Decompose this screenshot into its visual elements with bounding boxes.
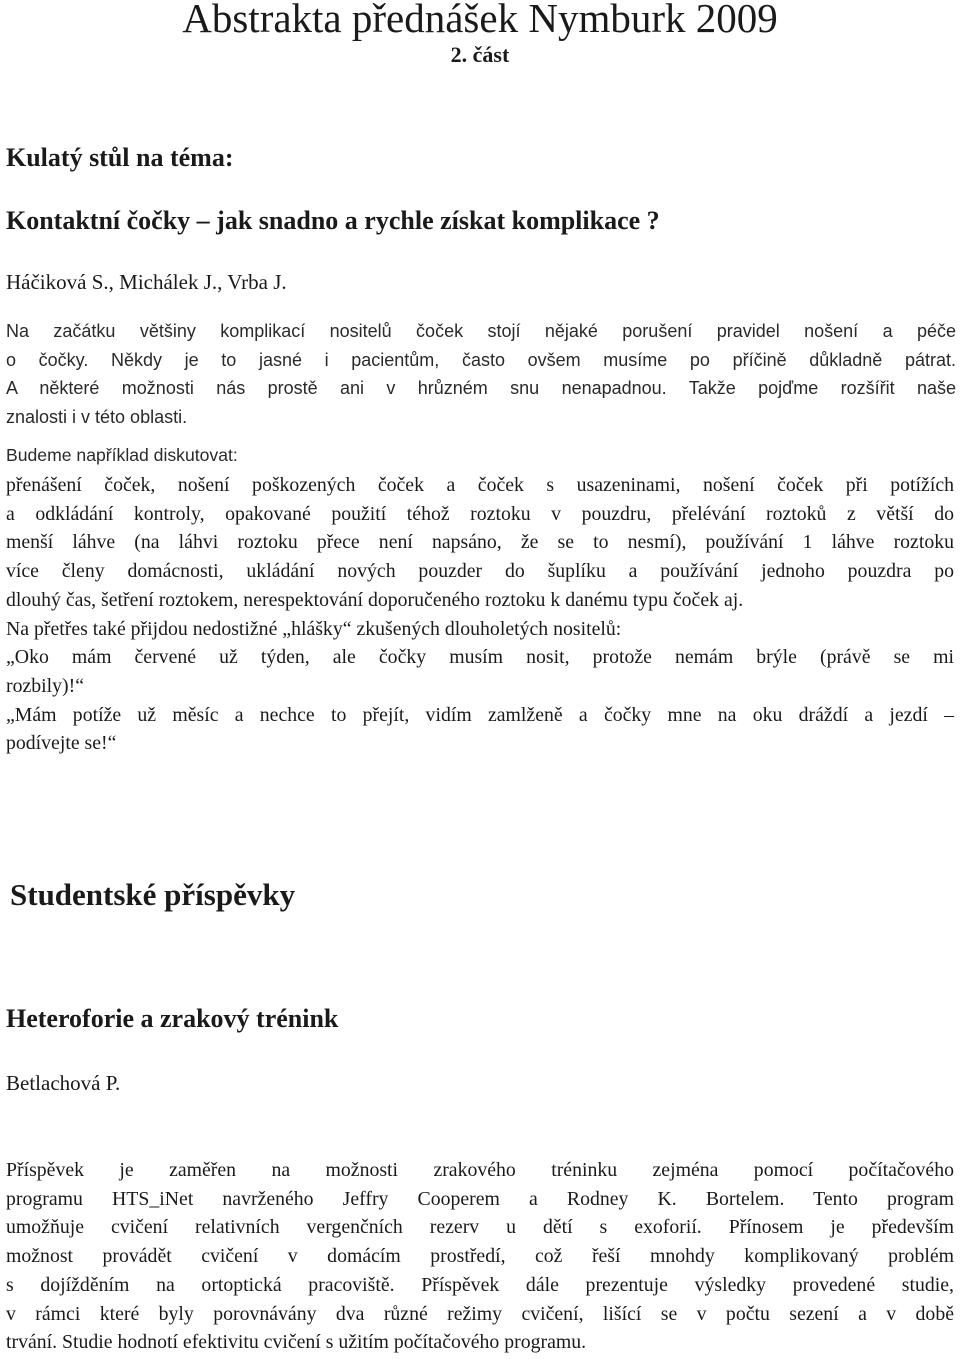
abstract-line: možnost provádět cvičení v domácím prostředí, což řeší mnohdy komplikovaný problém [6, 1245, 954, 1268]
abstract-line: programu HTS_iNet navrženého Jeffry Cooperem a Rodney K. Bortelem. Tento program [6, 1187, 954, 1210]
discuss-paragraph [6, 471, 954, 758]
abstract-line: v rámci které byly porovnávány dva různé režimy cvičení, lišící se v počtu sezení a v době [6, 1302, 954, 1325]
quote-line: rozbily)!“ [6, 674, 84, 697]
students-section-title: Studentské příspěvky [10, 877, 296, 912]
article-title: Heteroforie a zrakový trénink [6, 1004, 339, 1033]
intro-line: Na začátku většiny komplikací nositelů čoček stojí nějaké porušení pravidel nošení a péče [6, 321, 956, 341]
roundtable-intro-paragraph [6, 317, 956, 431]
article-author: Betlachová P. [6, 1071, 121, 1095]
abstract-line: s dojížděním na ortoptická pracoviště. Příspěvek dále prezentuje výsledky provedené studie, [6, 1273, 954, 1296]
discuss-line: menší láhve (na láhvi roztoku přece není napsáno, že se to nesmí), používání 1 láhve roztoku [6, 531, 954, 554]
abstract-line: trvání. Studie hodnotí efektivitu cvičení s užitím počítačového programu. [6, 1331, 587, 1354]
intro-line: A některé možnosti nás prostě ani v hrůzném snu nenapadnou. Takže pojďme rozšířit naše [6, 378, 956, 398]
quote-line: „Mám potíže už měsíc a nechce to přejít, vidím zamlženě a čočky mne na oku dráždí a jezdí – [6, 703, 954, 726]
discuss-intro: Budeme například diskutovat: [6, 445, 238, 465]
intro-line: znalosti i v této oblasti. [6, 406, 188, 427]
intro-line: o čočky. Někdy je to jasné i pacientům, často ovšem musíme po příčině důkladně pátrat. [6, 349, 956, 370]
abstract-line: Příspěvek je zaměřen na možnosti zrakového tréninku zejména pomocí počítačového [6, 1159, 954, 1181]
quote-intro-line: Na přetřes také přijdou nedostižné „hlášky“ zkušených dlouholetých nositelů: [6, 617, 622, 640]
roundtable-authors: Háčiková S., Michálek J., Vrba J. [6, 270, 287, 294]
quote-line: podívejte se!“ [6, 732, 117, 755]
article-abstract [6, 1156, 954, 1357]
discuss-line: více členy domácnosti, ukládání nových pouzder do šuplíku a používání jednoho pouzdra po [6, 560, 954, 583]
discuss-line: a odkládání kontroly, opakované použití téhož roztoku v pouzdru, přelévání roztoků z větší do [6, 502, 954, 525]
discuss-line: dlouhý čas, šetření roztokem, nerespektování doporučeného roztoku k danému typu čoček aj. [6, 588, 744, 611]
roundtable-heading: Kulatý stůl na téma: [6, 143, 234, 172]
abstract-line: umožňuje cvičení relativních vergenčních rezerv u dětí s exoforií. Přínosem je především [6, 1216, 954, 1239]
discuss-line: přenášení čoček, nošení poškozených čoček a čoček s usazeninami, nošení čoček při potížích [6, 474, 954, 496]
quote-line: „Oko mám červené už týden, ale čočky musím nosit, protože nemám brýle (právě se mi [6, 646, 954, 669]
document-title: Abstrakta přednášek Nymburk 2009 [182, 0, 778, 41]
document-part: 2. část [450, 42, 510, 67]
roundtable-topic: Kontaktní čočky – jak snadno a rychle získat komplikace ? [6, 206, 660, 235]
